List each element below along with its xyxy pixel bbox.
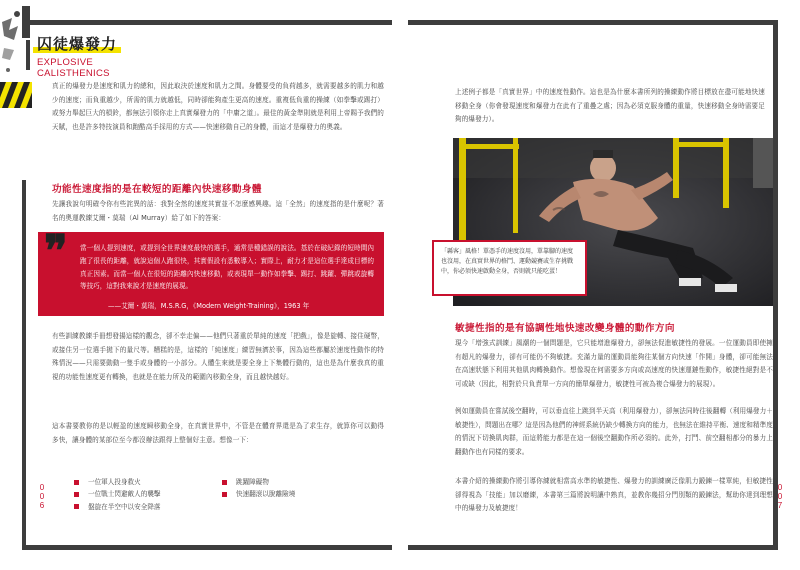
bullet-list-left [74, 476, 161, 513]
page-number-left [38, 484, 46, 510]
page-title-text: 囚徒爆發力 [37, 35, 118, 53]
bullet-list-right [222, 476, 295, 501]
quote-mark-icon: ❞ [44, 226, 65, 277]
photo-caption-box: 「縣客」風格！單憑手的速度沒用，單靠腳的速度也沒用，在真實世界的格鬥、運動競賽或生存挑戰中，你必須快速啟動全身，否則就只能吃蛋！ [432, 240, 587, 296]
section-heading-agility: 敏捷性指的是有協調性地快速改變身體的動作方向 [455, 323, 675, 334]
page-number-digit: 0 [777, 491, 783, 501]
list-item: 跳躍障礙物 [222, 476, 295, 488]
frame-bottom-right [408, 545, 778, 550]
frame-left [22, 180, 26, 550]
right-paragraph-4: 本書介紹的操練動作將引導你練就相當高水準的敏捷性、爆發力的訓練廣泛像肌力鍛鍊一樣單純，但敏捷性卻得視為「技能」加以磨練，本書第三篇將說明讓中熟真，並教你幾招分門別類的鍛鍊法，幫助你達到理想中的爆發力及敏捷度！ [455, 477, 773, 513]
frame-top-right [408, 20, 778, 25]
english-subtitle-line2: CALISTHENICS [37, 68, 110, 79]
frame-right [773, 20, 778, 550]
right-paragraph-2: 現今「增強式訓練」風潮的一個問題是，它只能增進爆發力，卻無法促進敏捷性的發展。一位運動員即使擁有超凡的爆發力，卻有可能仍不夠敏捷。充滿力量的運動員能夠往某個方向快速「作開」身體，卻可能無法在高速狀態下利用其他肌肉轉換動作。想像現在何需要多方向或高速度的快速運鏈性動作，敏捷性絕對是不可或缺（因此，相對於只負責單一方向的簡單爆發力，敏捷性可被為複合爆發力的展現）。 [455, 339, 773, 388]
left-paragraph-4: 這本書要教你的是以輕盈的速度瞬移動全身，在真實世界中，不管是在體育界還是為了求生存，就算你可以動得多快，讓身體的某部位至今都沒辦法跟得上整個好主意。想像一下： [52, 422, 384, 444]
quote-text: 當一個人提到速度，或提到全世界速度最快的選手，通常是種錯誤的說法。基於在破紀錄的短時間內跑了很長的距離，就說這個人跑很快，其實假設有悉數導入；實際上，耐力才是這位選手達成目標的真正因素。而當一個人在很短的距離內快速移動，或表現單一動作如拳擊、踢打、跳躍、彈跳或旋轉等技巧，這對我來說才是速度的展現。 [80, 244, 374, 291]
page-number-digit: 0 [777, 483, 783, 492]
english-subtitle [33, 57, 121, 79]
right-paragraph-1: 上述例子都是「真實世界」中的速度性動作。這也是為什麼本書所列的操練動作將目標放在盡可能地快速移動全身（你會發現速度和爆發力在此有了重疊之處；因為必須克服身體的重量，快速移動全身時需要足夠的爆發力）。 [455, 88, 765, 124]
right-paragraph-3: 例如運動員在嘗試後空翻時，可以垂直往上跳到半天高（利用爆發力），卻無法同時往後翻轉（利用爆發力＋敏捷性），問題出在哪？這是因為他們的神經系統仍缺少轉換方向的能力，也無法在維持平衡、速度和精準度的情況下切換肌肉群，而這將能力都是在這一個後空翻動作所必須的。此外，打鬥、前空翻相都分的暴力上翻動作也有同樣的要求。 [455, 407, 773, 456]
list-item: 一位戰士閃避敵人的襲擊 [74, 488, 161, 500]
title-block [33, 33, 121, 79]
left-intro-paragraph: 真正的爆發力是速度和肌力的總和，因此取決於速度和肌力之間。身體要受的負荷越多，就需要越多的肌力和越少的速度；而負重越少，所需的肌力就越低，同時卻能夠產生更高的速度。重複低負重的操練（如拳擊或踢打）或努力舉起巨大的槓鈴，都無法引領你走上真實爆發力的「中庸之道」。最佳的黃金準則就是利用上帝賜予我們的天賦，也是許多特技演員和跑酷高手採用的方式——快速移動自己的身體，而這才是爆發力的奧義。 [52, 82, 384, 131]
page-title [33, 33, 121, 54]
hazard-stripes [0, 82, 32, 108]
page-number-digit: 0 [39, 483, 45, 492]
list-item: 盤旋在半空中以安全降落 [74, 501, 161, 513]
english-subtitle-line1: EXPLOSIVE [37, 57, 94, 68]
page-number-right [776, 484, 784, 510]
list-item: 一位軍人投身救火 [74, 476, 161, 488]
section-heading-functional-speed: 功能性速度指的是在較短的距離內快速移動身體 [52, 184, 262, 195]
list-item: 快速翻滾以脫離險境 [222, 488, 295, 500]
left-paragraph-3: 有些訓練教練手冊想發揚這樣的觀念，卻不幸走偏——他們只著重於單純的速度「把戲」，像是旋轉、接住硬幣，或接住另一位選手拋下的量尺等。糟糕的是，這樣的「純速度」練習無濟於事，因為這些都屬於速度性動作的特殊情況——只需要動動一隻手或身體的一小部分。人體生來就是要全身上下集體行動的，這也是為什麼我真的重視的功能性速度更有轉換，也就是在能力所及的範圍內移動全身，而且越快越好。 [52, 332, 384, 381]
quote-box [38, 226, 384, 316]
page-number-digit: 6 [39, 500, 45, 510]
quote-citation: ——艾爾・莫瑞，M.S.R.G，《Modern Weight-Training》，1963 年 [108, 302, 310, 310]
page-number-digit: 7 [777, 500, 783, 510]
page-number-digit: 0 [39, 491, 45, 501]
frame-bottom-left [22, 545, 392, 550]
left-paragraph-2: 先讓我說句明確令你有些詫異的話：我對全然的速度其實並不怎麼感興趣。這「全然」的速度指的是什麼呢？著名的奧運教練艾爾・莫瑞（Al Murray）給了如下的答案： [52, 200, 384, 222]
frame-top-left [22, 20, 392, 25]
